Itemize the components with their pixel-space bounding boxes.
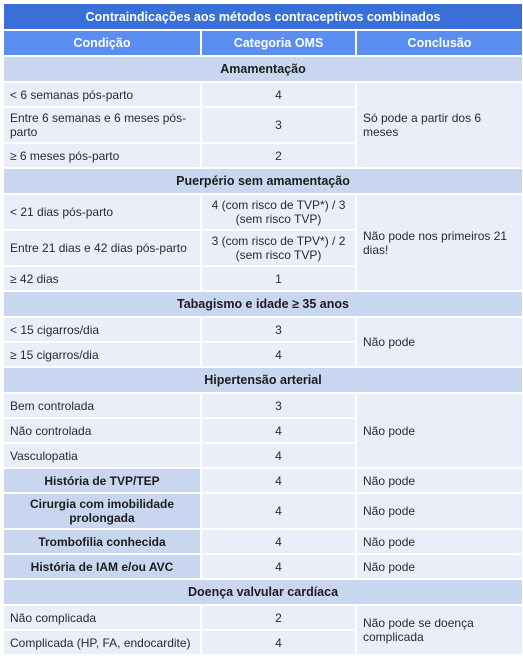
table-title: Contraindicações aos métodos contraceptivos combinados [3, 3, 523, 30]
category-cell: 4 [201, 493, 356, 529]
category-cell: 3 (com risco de TPV*) / 2 (sem risco TVP) [201, 230, 356, 266]
category-cell: 4 [201, 418, 356, 443]
condition-cell: Não complicada [3, 605, 201, 630]
conclusion-cell: Não pode [356, 393, 523, 468]
condition-cell: Vasculopatia [3, 443, 201, 468]
table-row [3, 493, 523, 529]
condition-cell: Não controlada [3, 418, 201, 443]
table-row [3, 468, 523, 493]
conclusion-cell: Não pode [356, 493, 523, 529]
condition-cell: Complicada (HP, FA, endocardite) [3, 630, 201, 655]
category-cell: 4 (com risco de TVP*) / 3 (sem risco TVP) [201, 194, 356, 230]
conclusion-cell: Não pode [356, 529, 523, 554]
category-cell: 4 [201, 630, 356, 655]
conclusion-cell: Não pode [356, 554, 523, 579]
category-cell: 4 [201, 529, 356, 554]
condition-cell: ≥ 15 cigarros/dia [3, 342, 201, 367]
section-title-amamentacao: Amamentação [3, 56, 523, 82]
category-cell: 4 [201, 342, 356, 367]
condition-cell: Entre 21 dias e 42 dias pós-parto [3, 230, 201, 266]
header-conclusion: Conclusão [356, 30, 523, 56]
table-row [3, 529, 523, 554]
table-row [3, 82, 523, 107]
category-cell: 2 [201, 143, 356, 168]
conclusion-cell: Não pode se doença complicada [356, 605, 523, 655]
header-category: Categoria OMS [201, 30, 356, 56]
condition-cell: História de IAM e/ou AVC [3, 554, 201, 579]
condition-cell: < 6 semanas pós-parto [3, 82, 201, 107]
condition-cell: Entre 6 semanas e 6 meses pós-parto [3, 107, 201, 143]
condition-cell: ≥ 42 dias [3, 266, 201, 291]
condition-cell: Bem controlada [3, 393, 201, 418]
section-title-hipertensao: Hipertensão arterial [3, 367, 523, 393]
condition-cell: Cirurgia com imobilidade prolongada [3, 493, 201, 529]
category-cell: 2 [201, 605, 356, 630]
condition-cell: < 21 dias pós-parto [3, 194, 201, 230]
condition-cell: < 15 cigarros/dia [3, 317, 201, 342]
conclusion-cell: Não pode nos primeiros 21 dias! [356, 194, 523, 291]
section-title-valvular: Doença valvular cardíaca [3, 579, 523, 605]
condition-cell: História de TVP/TEP [3, 468, 201, 493]
category-cell: 1 [201, 266, 356, 291]
conclusion-cell: Não pode [356, 468, 523, 493]
category-cell: 3 [201, 393, 356, 418]
table-row [3, 605, 523, 630]
table-row [3, 194, 523, 230]
contraindications-table [2, 2, 523, 656]
section-title-puerperio: Puerpério sem amamentação [3, 168, 523, 194]
table-row [3, 554, 523, 579]
table-row [3, 317, 523, 342]
category-cell: 4 [201, 443, 356, 468]
table-row [3, 393, 523, 418]
conclusion-cell: Só pode a partir dos 6 meses [356, 82, 523, 168]
category-cell: 4 [201, 468, 356, 493]
condition-cell: Trombofilia conhecida [3, 529, 201, 554]
section-title-tabagismo: Tabagismo e idade ≥ 35 anos [3, 291, 523, 317]
category-cell: 4 [201, 554, 356, 579]
category-cell: 3 [201, 107, 356, 143]
category-cell: 3 [201, 317, 356, 342]
conclusion-cell: Não pode [356, 317, 523, 367]
category-cell: 4 [201, 82, 356, 107]
condition-cell: ≥ 6 meses pós-parto [3, 143, 201, 168]
header-condition: Condição [3, 30, 201, 56]
